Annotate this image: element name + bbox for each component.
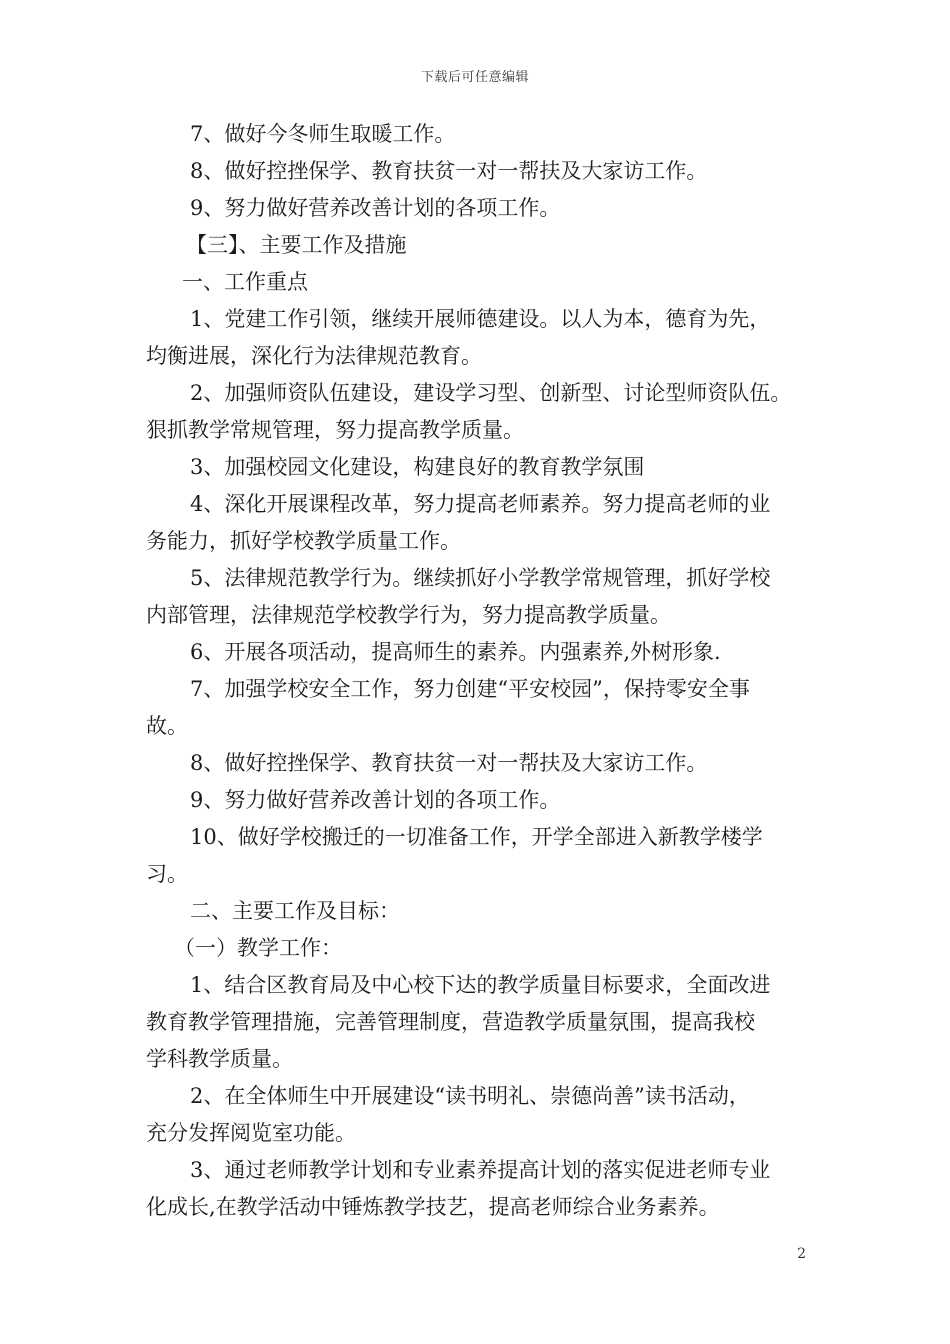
subsection-heading: 一、工作重点 [182,270,308,294]
paragraph-line: 学科教学质量。 [146,1047,293,1071]
paragraph-line: 均衡进展，深化行为法律规范教育。 [146,344,482,368]
paragraph-line: 故。 [146,714,188,738]
page-number: 2 [797,1246,806,1262]
paragraph-line: 8、做好控挫保学、教育扶贫一对一帮扶及大家访工作。 [190,159,708,183]
paragraph-line: 教育教学管理措施，完善管理制度，营造教学质量氛围，提高我校 [146,1010,755,1034]
paragraph-line: 3、通过老师教学计划和专业素养提高计划的落实促进老师专业 [190,1158,771,1182]
paragraph-line: 7、做好今冬师生取暖工作。 [190,122,456,146]
document-body [146,116,826,1226]
paragraph-line: 7、加强学校安全工作，努力创建“平安校园”，保持零安全事 [190,677,750,701]
paragraph-line: 1、党建工作引领，继续开展师德建设。以人为本，德育为先， [190,307,771,331]
section-heading: 二、主要工作及目标： [190,899,400,923]
paragraph-line: 狠抓教学常规管理，努力提高教学质量。 [146,418,524,442]
section-heading: 【三】、主要工作及措施 [186,233,407,257]
paragraph-line: 4、深化开展课程改革，努力提高老师素养。努力提高老师的业 [190,492,771,516]
page-header: 下载后可任意编辑 [420,70,529,85]
paragraph-line: 10、做好学校搬迁的一切准备工作，开学全部进入新教学楼学 [190,825,763,849]
paragraph-line: 2、加强师资队伍建设，建设学习型、创新型、讨论型师资队伍。 [190,381,792,405]
paragraph-line: 充分发挥阅览室功能。 [146,1121,356,1145]
paragraph-line: 化成长,在教学活动中锤炼教学技艺，提高老师综合业务素养。 [146,1195,720,1219]
paragraph-line: 5、法律规范教学行为。继续抓好小学教学常规管理，抓好学校 [190,566,771,590]
paragraph-line: 9、努力做好营养改善计划的各项工作。 [190,788,561,812]
paragraph-line: 内部管理，法律规范学校教学行为，努力提高教学质量。 [146,603,671,627]
subsection-heading: （一）教学工作： [174,936,342,960]
paragraph-line: 3、加强校园文化建设，构建良好的教育教学氛围 [190,455,645,479]
paragraph-line: 8、做好控挫保学、教育扶贫一对一帮扶及大家访工作。 [190,751,708,775]
paragraph-line: 2、在全体师生中开展建设“读书明礼、崇德尚善”读书活动， [190,1084,750,1108]
paragraph-line: 6、开展各项活动，提高师生的素养。内强素养,外树形象. [190,640,721,664]
paragraph-line: 务能力，抓好学校教学质量工作。 [146,529,461,553]
paragraph-line: 习。 [146,862,188,886]
paragraph-line: 1、结合区教育局及中心校下达的教学质量目标要求，全面改进 [190,973,771,997]
paragraph-line: 9、努力做好营养改善计划的各项工作。 [190,196,561,220]
